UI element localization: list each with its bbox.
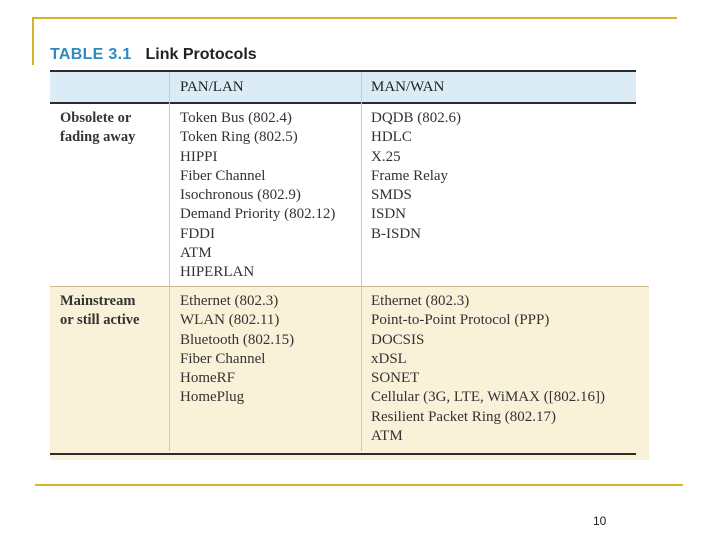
row-label-line: Obsolete or [60,110,132,126]
protocol-item: HIPPI [180,148,218,165]
protocol-item: Ethernet (802.3) [371,293,470,309]
protocol-item: HIPERLAN [180,264,255,281]
row-label-line: or still active [60,312,140,329]
row-label-obsolete [60,109,135,148]
protocol-item: ATM [371,428,403,445]
table-title: Link Protocols [145,46,257,63]
protocol-item: Fiber Channel [180,350,266,367]
header-man-wan: MAN/WAN [371,79,445,95]
protocol-item: Fiber Channel [180,167,266,184]
protocol-item: HomePlug [180,389,245,406]
table-header-row [50,70,636,104]
obsolete-pan-lan-list [180,109,335,283]
protocol-item: HomeRF [180,370,236,387]
slide-left-accent [32,17,34,65]
table-caption [50,46,257,64]
protocol-item: Token Bus (802.4) [180,110,292,126]
protocol-item: Frame Relay [371,167,449,184]
protocol-item: WLAN (802.11) [180,312,280,329]
protocol-item: X.25 [371,148,401,165]
header-pan-lan: PAN/LAN [180,79,244,95]
protocol-item: ATM [180,245,212,262]
column-divider-1 [169,72,170,451]
table-number: TABLE 3.1 [50,46,132,63]
protocol-item: HDLC [371,129,412,146]
protocol-item: Bluetooth (802.15) [180,331,295,348]
protocol-item: Token Ring (802.5) [180,129,298,146]
protocol-item: Demand Priority (802.12) [180,206,336,223]
protocol-item: B-ISDN [371,225,422,242]
column-divider-2 [361,72,362,451]
row-label-line: fading away [60,129,136,146]
slide-top-rule [32,17,677,19]
row-label-line: Mainstream [60,293,136,309]
protocol-item: SONET [371,370,420,387]
protocol-item: xDSL [371,350,407,367]
mainstream-pan-lan-list [180,292,294,408]
protocol-item: Isochronous (802.9) [180,187,301,204]
protocol-item: SMDS [371,187,412,204]
protocol-item: Resilient Packet Ring (802.17) [371,408,556,425]
obsolete-man-wan-list [371,109,461,244]
page-number: 10 [593,514,607,528]
protocol-item: DOCSIS [371,331,425,348]
protocol-item: Cellular (3G, LTE, WiMAX ([802.16]) [371,389,605,406]
row-label-mainstream [60,292,139,331]
protocol-item: Ethernet (802.3) [180,293,279,309]
protocol-item: FDDI [180,225,216,242]
link-protocols-table [50,70,649,460]
protocol-item: DQDB (802.6) [371,110,461,126]
table-bottom-rule [50,453,636,455]
protocol-item: ISDN [371,206,407,223]
protocol-item: Point-to-Point Protocol (PPP) [371,312,550,329]
row-obsolete-background [50,104,636,286]
mainstream-man-wan-list [371,292,605,446]
slide-bottom-rule [35,484,683,486]
